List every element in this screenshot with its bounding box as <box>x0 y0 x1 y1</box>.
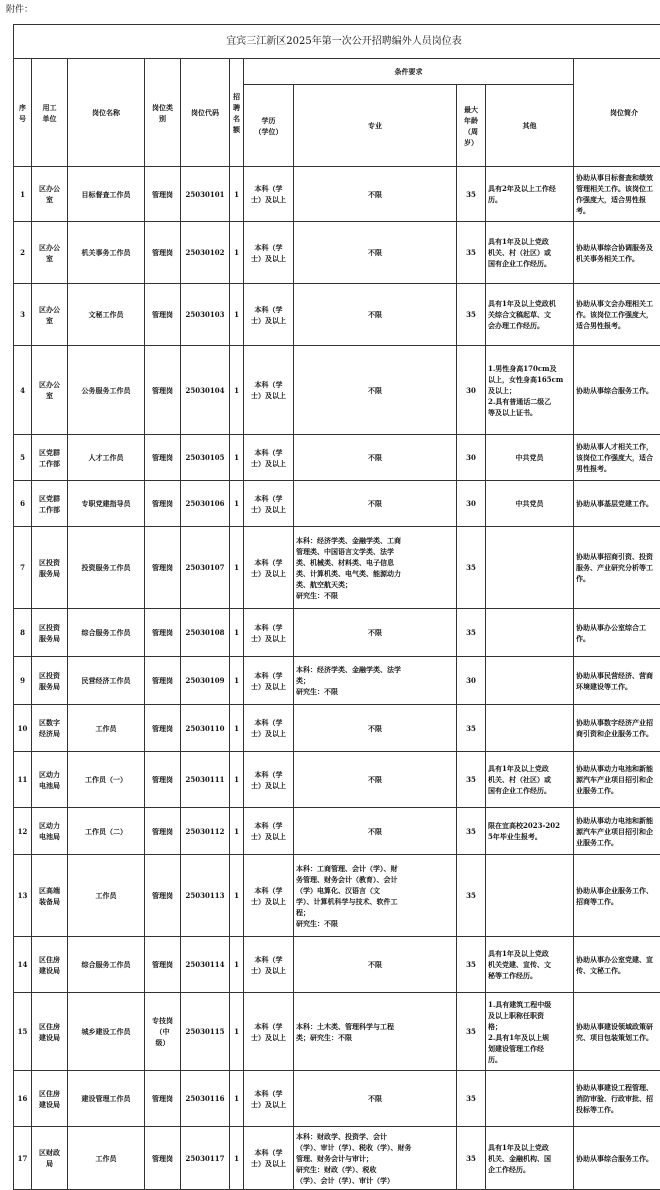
row-recruit-count: 1 <box>230 435 244 481</box>
row-major: 不限 <box>294 346 457 435</box>
row-employer: 区数字 经济局 <box>32 705 68 752</box>
row-other <box>486 705 574 752</box>
row-other <box>486 1071 574 1127</box>
row-position-code: 25030107 <box>181 527 230 609</box>
header-recruit-count: 招 聘 名 额 <box>230 59 244 167</box>
row-recruit-count: 1 <box>230 1127 244 1190</box>
row-seq: 13 <box>14 855 32 937</box>
row-recruit-count: 1 <box>230 752 244 808</box>
row-other: 具有1年及以上党政 机关、金融机构、国 企工作经历。 <box>486 1127 574 1190</box>
row-major: 本科：财政学、投资学、会计 （学）、审计（学）、税收（学）、财务 管理、财务会计与审计； 研究生：财政（学）、税收 （学）、会计（学）、审计（学） <box>294 1127 457 1190</box>
row-position-type: 管理岗 <box>145 808 181 855</box>
row-seq: 5 <box>14 435 32 481</box>
row-position-code: 25030109 <box>181 657 230 705</box>
row-employer: 区住房 建设局 <box>32 993 68 1071</box>
row-description: 协助从事综合服务工作。 <box>574 346 660 435</box>
row-employer: 区办公 室 <box>32 346 68 435</box>
row-seq: 7 <box>14 527 32 609</box>
row-recruit-count: 1 <box>230 808 244 855</box>
row-recruit-count: 1 <box>230 1071 244 1127</box>
row-description: 协助从事目标督查和绩效 管理相关工作。该岗位工 作强度大，适合男性报 考。 <box>574 167 660 222</box>
row-position-type: 管理岗 <box>145 752 181 808</box>
attachment-label: 附件： <box>6 2 33 15</box>
row-recruit-count: 1 <box>230 481 244 527</box>
header-description: 岗位简介 <box>574 59 660 167</box>
row-position-code: 25030102 <box>181 222 230 284</box>
row-position-type: 管理岗 <box>145 657 181 705</box>
row-seq: 9 <box>14 657 32 705</box>
row-position-name: 投资服务工作员 <box>68 527 145 609</box>
row-position-type: 管理岗 <box>145 481 181 527</box>
row-seq: 14 <box>14 937 32 993</box>
row-max-age: 35 <box>457 222 486 284</box>
row-seq: 12 <box>14 808 32 855</box>
row-major: 不限 <box>294 752 457 808</box>
row-position-name: 目标督查工作员 <box>68 167 145 222</box>
row-max-age: 30 <box>457 481 486 527</box>
row-position-type: 管理岗 <box>145 1127 181 1190</box>
row-description: 协助从事数字经济产业招 商引资和企业服务工作。 <box>574 705 660 752</box>
row-position-code: 25030110 <box>181 705 230 752</box>
row-major: 本科：工商管理、会计（学）、财 务管理、财务会计（教育）、会计 （学）电算化、汉语言（文 学）、计算机科学与技术、软件工 程； 研究生：不限 <box>294 855 457 937</box>
row-position-type: 管理岗 <box>145 435 181 481</box>
table-row <box>14 435 660 481</box>
row-description: 协助从事综合服务工作。 <box>574 1127 660 1190</box>
row-employer: 区办公 室 <box>32 222 68 284</box>
row-other: 中共党员 <box>486 435 574 481</box>
position-table <box>13 24 660 1190</box>
row-seq: 4 <box>14 346 32 435</box>
table-row <box>14 346 660 435</box>
row-description: 协助从事基层党建工作。 <box>574 481 660 527</box>
row-recruit-count: 1 <box>230 284 244 346</box>
row-max-age: 35 <box>457 527 486 609</box>
header-position-name: 岗位名称 <box>68 59 145 167</box>
row-education: 本科（学 士）及以上 <box>244 167 294 222</box>
row-description: 协助从事建设领域政策研 究、项目包装策划工作。 <box>574 993 660 1071</box>
row-position-type: 管理岗 <box>145 609 181 657</box>
table-row <box>14 752 660 808</box>
row-max-age: 30 <box>457 435 486 481</box>
row-seq: 16 <box>14 1071 32 1127</box>
row-major: 不限 <box>294 222 457 284</box>
row-employer: 区办公 室 <box>32 284 68 346</box>
row-position-type: 管理岗 <box>145 705 181 752</box>
row-position-code: 25030108 <box>181 609 230 657</box>
row-major: 不限 <box>294 435 457 481</box>
table-row <box>14 284 660 346</box>
row-position-name: 工作员 <box>68 1127 145 1190</box>
row-description: 协助从事文会办理相关工 作。该岗位工作强度大， 适合男性报考。 <box>574 284 660 346</box>
row-other: 1.男性身高170cm及 以上，女性身高165cm 及以上； 2.具有普通话二级乙 等及以上证书。 <box>486 346 574 435</box>
row-position-code: 25030101 <box>181 167 230 222</box>
table-row <box>14 705 660 752</box>
row-description: 协助从事招商引资、投资 服务、产业研究分析等工 作。 <box>574 527 660 609</box>
row-recruit-count: 1 <box>230 222 244 284</box>
row-recruit-count: 1 <box>230 705 244 752</box>
row-major: 不限 <box>294 1071 457 1127</box>
row-position-name: 综合服务工作员 <box>68 937 145 993</box>
row-position-name: 工作员（二） <box>68 808 145 855</box>
row-position-type: 管理岗 <box>145 167 181 222</box>
row-seq: 10 <box>14 705 32 752</box>
row-major: 本科：土木类、管理科学与工程 类；研究生：不限 <box>294 993 457 1071</box>
row-max-age: 35 <box>457 855 486 937</box>
row-description: 协助从事办公室综合工 作。 <box>574 609 660 657</box>
table-row <box>14 937 660 993</box>
table-row <box>14 609 660 657</box>
table-row <box>14 1127 660 1190</box>
row-recruit-count: 1 <box>230 346 244 435</box>
row-employer: 区动力 电池局 <box>32 808 68 855</box>
row-other: 具有2年及以上工作经 历。 <box>486 167 574 222</box>
table-row <box>14 1071 660 1127</box>
row-education: 本科（学 士）及以上 <box>244 808 294 855</box>
row-employer: 区财政 局 <box>32 1127 68 1190</box>
row-other <box>486 609 574 657</box>
row-max-age: 35 <box>457 752 486 808</box>
row-position-code: 25030116 <box>181 1071 230 1127</box>
row-position-name: 工作员（一） <box>68 752 145 808</box>
row-position-name: 人才工作员 <box>68 435 145 481</box>
row-seq: 3 <box>14 284 32 346</box>
row-position-code: 25030115 <box>181 993 230 1071</box>
row-education: 本科（学 士）及以上 <box>244 657 294 705</box>
row-major: 不限 <box>294 481 457 527</box>
row-description: 协助从事动力电池和新能 源汽车产业项目招引和企 业服务工作。 <box>574 752 660 808</box>
row-position-code: 25030104 <box>181 346 230 435</box>
table-title: 宜宾三江新区2025年第一次公开招聘编外人员岗位表 <box>14 25 660 59</box>
row-max-age: 35 <box>457 705 486 752</box>
row-position-type: 管理岗 <box>145 855 181 937</box>
row-other: 具有1年及以上党政 机关党建、宣传、文 秘等工作经历。 <box>486 937 574 993</box>
table-row <box>14 993 660 1071</box>
row-position-code: 25030105 <box>181 435 230 481</box>
row-position-code: 25030112 <box>181 808 230 855</box>
row-position-name: 工作员 <box>68 705 145 752</box>
row-position-code: 25030111 <box>181 752 230 808</box>
row-major: 不限 <box>294 167 457 222</box>
row-max-age: 35 <box>457 609 486 657</box>
row-max-age: 35 <box>457 993 486 1071</box>
row-education: 本科（学 士）及以上 <box>244 993 294 1071</box>
row-recruit-count: 1 <box>230 855 244 937</box>
row-position-code: 25030103 <box>181 284 230 346</box>
row-description: 协助从事人才相关工作， 该岗位工作强度大，适合 男性报考。 <box>574 435 660 481</box>
row-description: 协助从事动力电池和新能 源汽车产业项目招引和企 业服务工作。 <box>574 808 660 855</box>
row-position-name: 工作员 <box>68 855 145 937</box>
row-position-type: 管理岗 <box>145 284 181 346</box>
row-other: 限在宜高校2023-202 5年毕业生报考。 <box>486 808 574 855</box>
header-seq: 序 号 <box>14 59 32 167</box>
row-education: 本科（学 士）及以上 <box>244 346 294 435</box>
row-position-name: 民营经济工作员 <box>68 657 145 705</box>
row-position-name: 综合服务工作员 <box>68 609 145 657</box>
row-education: 本科（学 士）及以上 <box>244 435 294 481</box>
row-other: 1.具有建筑工程中级 及以上职称任职资 格； 2.具有1年及以上规 划建设管理工作经 历。 <box>486 993 574 1071</box>
row-position-code: 25030106 <box>181 481 230 527</box>
row-recruit-count: 1 <box>230 993 244 1071</box>
header-max-age: 最大 年龄 （周 岁） <box>457 85 486 167</box>
row-seq: 8 <box>14 609 32 657</box>
row-employer: 区投资 服务局 <box>32 657 68 705</box>
row-employer: 区党群 工作部 <box>32 481 68 527</box>
row-other: 具有1年及以上党政 机关、村（社区）或 国有企业工作经历。 <box>486 752 574 808</box>
row-education: 本科（学 士）及以上 <box>244 1127 294 1190</box>
row-position-name: 建设管理工作员 <box>68 1071 145 1127</box>
row-employer: 区动力 电池局 <box>32 752 68 808</box>
row-major: 本科：经济学类、金融学类、工商 管理类、中国语言文学类、法学 类、机械类、材料类、电子信息 类、计算机类、电气类、能源动力 类、航空航天类； 研究生：不限 <box>294 527 457 609</box>
row-position-name: 机关事务工作员 <box>68 222 145 284</box>
row-max-age: 35 <box>457 1071 486 1127</box>
row-max-age: 35 <box>457 1127 486 1190</box>
row-recruit-count: 1 <box>230 167 244 222</box>
row-recruit-count: 1 <box>230 527 244 609</box>
row-major: 不限 <box>294 609 457 657</box>
row-employer: 区办公 室 <box>32 167 68 222</box>
row-education: 本科（学 士）及以上 <box>244 705 294 752</box>
row-description: 协助从事企业服务工作、 招商等工作。 <box>574 855 660 937</box>
row-max-age: 35 <box>457 808 486 855</box>
row-position-type: 专技岗 （中 级） <box>145 993 181 1071</box>
row-description: 协助从事建设工程管理、 消防审验、行政审批、招 投标等工作。 <box>574 1071 660 1127</box>
row-education: 本科（学 士）及以上 <box>244 222 294 284</box>
row-recruit-count: 1 <box>230 609 244 657</box>
header-requirements: 条件要求 <box>244 59 574 85</box>
row-major: 不限 <box>294 705 457 752</box>
row-max-age: 35 <box>457 284 486 346</box>
row-description: 协助从事综合协调服务及 机关事务相关工作。 <box>574 222 660 284</box>
row-seq: 2 <box>14 222 32 284</box>
row-position-type: 管理岗 <box>145 346 181 435</box>
row-employer: 区住房 建设局 <box>32 937 68 993</box>
row-max-age: 30 <box>457 346 486 435</box>
row-position-type: 管理岗 <box>145 1071 181 1127</box>
row-recruit-count: 1 <box>230 937 244 993</box>
table-row <box>14 808 660 855</box>
row-position-type: 管理岗 <box>145 222 181 284</box>
row-position-type: 管理岗 <box>145 527 181 609</box>
row-position-code: 25030114 <box>181 937 230 993</box>
row-description: 协助从事办公室党建、宣 传、文秘工作。 <box>574 937 660 993</box>
header-position-type: 岗位类 别 <box>145 59 181 167</box>
row-seq: 11 <box>14 752 32 808</box>
row-major: 不限 <box>294 284 457 346</box>
row-education: 本科（学 士）及以上 <box>244 1071 294 1127</box>
row-other: 具有1年及以上党政机 关综合文稿起草、文 会办理工作经历。 <box>486 284 574 346</box>
row-seq: 6 <box>14 481 32 527</box>
table-row <box>14 855 660 937</box>
row-education: 本科（学 士）及以上 <box>244 937 294 993</box>
row-education: 本科（学 士）及以上 <box>244 752 294 808</box>
table-row <box>14 222 660 284</box>
row-employer: 区高端 装备局 <box>32 855 68 937</box>
row-other: 中共党员 <box>486 481 574 527</box>
table-row <box>14 657 660 705</box>
row-education: 本科（学 士）及以上 <box>244 527 294 609</box>
row-seq: 15 <box>14 993 32 1071</box>
header-employer: 用工 单位 <box>32 59 68 167</box>
header-education: 学历 （学位） <box>244 85 294 167</box>
row-major: 不限 <box>294 937 457 993</box>
row-other <box>486 855 574 937</box>
row-position-name: 城乡建设工作员 <box>68 993 145 1071</box>
row-education: 本科（学 士）及以上 <box>244 609 294 657</box>
row-education: 本科（学 士）及以上 <box>244 855 294 937</box>
row-position-code: 25030113 <box>181 855 230 937</box>
row-other <box>486 527 574 609</box>
row-seq: 1 <box>14 167 32 222</box>
row-employer: 区住房 建设局 <box>32 1071 68 1127</box>
row-max-age: 30 <box>457 657 486 705</box>
row-position-name: 专职党建指导员 <box>68 481 145 527</box>
header-major: 专业 <box>294 85 457 167</box>
row-max-age: 35 <box>457 937 486 993</box>
row-max-age: 35 <box>457 167 486 222</box>
row-employer: 区党群 工作部 <box>32 435 68 481</box>
row-major: 不限 <box>294 808 457 855</box>
table-row <box>14 481 660 527</box>
row-position-name: 文秘工作员 <box>68 284 145 346</box>
header-position-code: 岗位代码 <box>181 59 230 167</box>
row-other <box>486 657 574 705</box>
row-other: 具有1年及以上党政 机关、村（社区）或 国有企业工作经历。 <box>486 222 574 284</box>
row-position-name: 公务服务工作员 <box>68 346 145 435</box>
row-employer: 区投资 服务局 <box>32 527 68 609</box>
row-education: 本科（学 士）及以上 <box>244 481 294 527</box>
row-employer: 区投资 服务局 <box>32 609 68 657</box>
row-major: 本科：经济学类、金融学类、法学 类； 研究生：不限 <box>294 657 457 705</box>
table-row <box>14 527 660 609</box>
row-seq: 17 <box>14 1127 32 1190</box>
row-position-type: 管理岗 <box>145 937 181 993</box>
row-description: 协助从事民营经济、营商 环境建设等工作。 <box>574 657 660 705</box>
header-other: 其他 <box>486 85 574 167</box>
row-recruit-count: 1 <box>230 657 244 705</box>
row-education: 本科（学 士）及以上 <box>244 284 294 346</box>
row-position-code: 25030117 <box>181 1127 230 1190</box>
table-row <box>14 167 660 222</box>
